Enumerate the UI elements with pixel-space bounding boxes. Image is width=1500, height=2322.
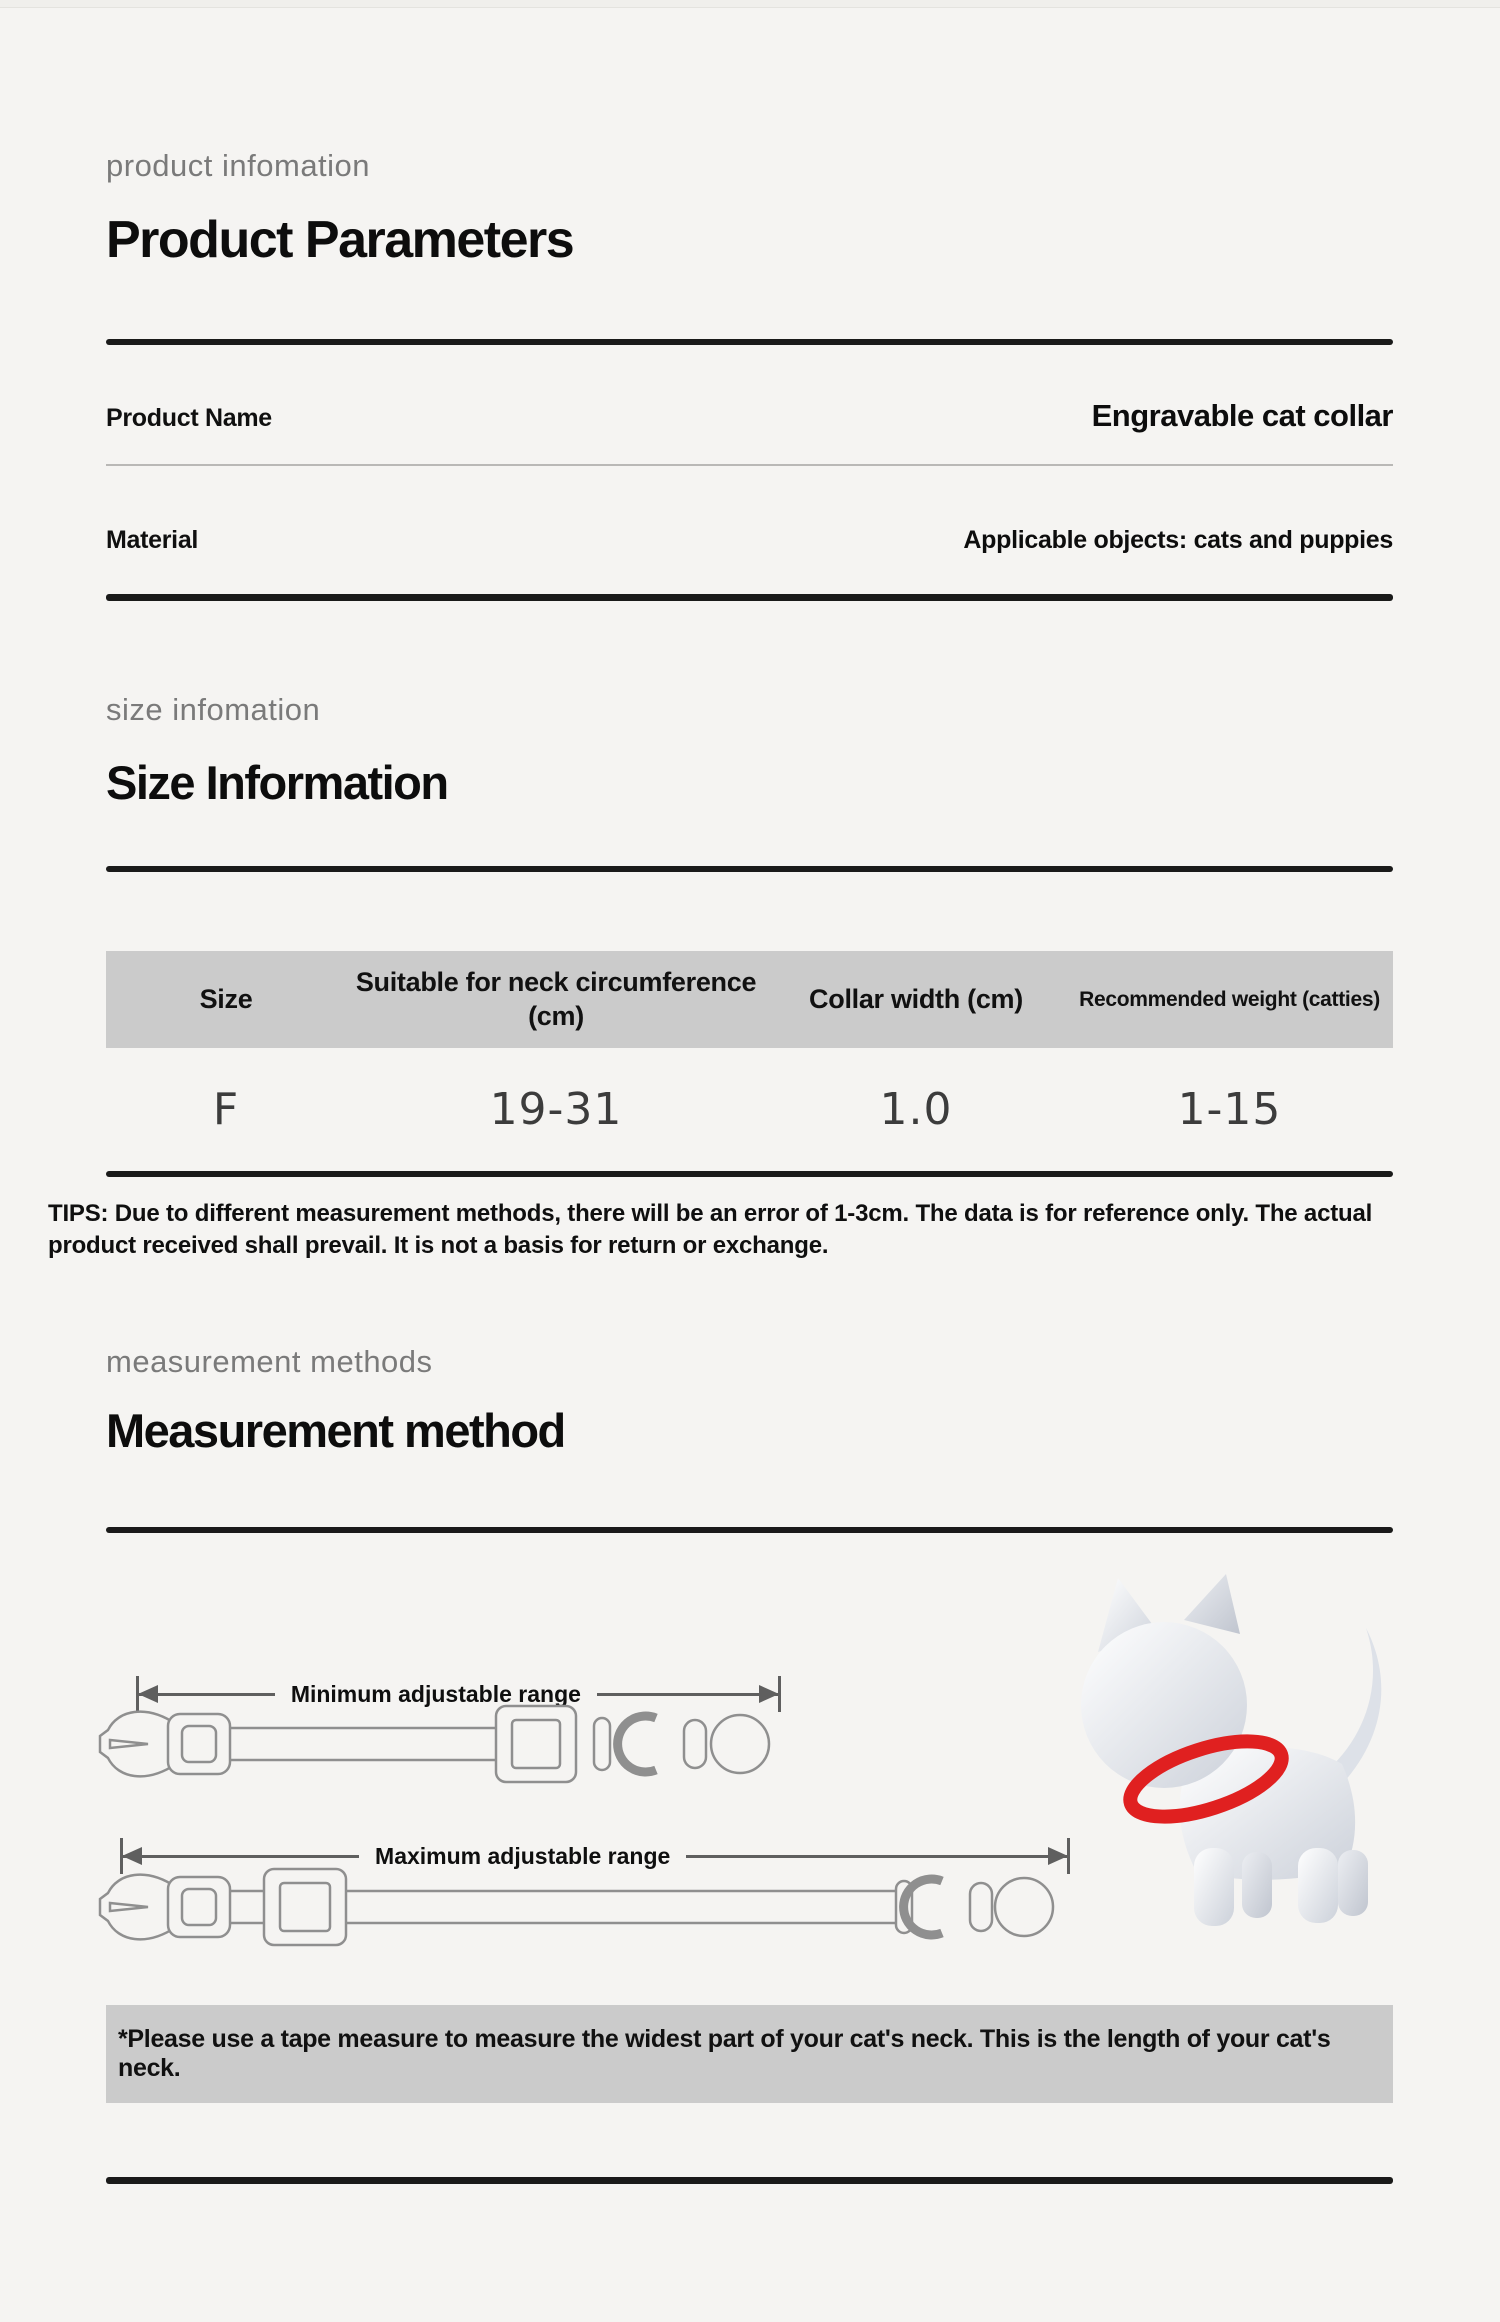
size-table-header — [106, 951, 1393, 1048]
width-value: 1.0 — [879, 1084, 953, 1135]
min-range-label: Minimum adjustable range — [290, 1680, 581, 1707]
measurement-note-text: *Please use a tape measure to measure the widest part of your cat's neck. This is the length of your cat's neck. — [118, 2025, 1331, 2082]
size-table-header-weight: Recommended weight (catties) — [1079, 987, 1380, 1011]
product-name-value: Engravable cat collar — [1091, 398, 1393, 433]
size-table-header-circumference: Suitable for neck circumference (cm) — [355, 966, 757, 1031]
divider-thin — [106, 464, 1393, 466]
divider — [106, 594, 1393, 601]
size-section-title: Size Information — [106, 756, 448, 809]
size-table-header-size: Size — [199, 983, 253, 1014]
measurement-diagram — [106, 1552, 1393, 1997]
product-section-title: Product Parameters — [106, 211, 574, 269]
divider — [106, 1171, 1393, 1177]
material-label: Material — [106, 526, 199, 554]
circumference-value: 19-31 — [489, 1084, 623, 1135]
cat-image — [1046, 1570, 1418, 1930]
weight-value: 1-15 — [1177, 1084, 1282, 1135]
measurement-section-title: Measurement method — [106, 1404, 565, 1457]
size-table-row — [106, 1048, 1393, 1171]
collar-min-diagram — [96, 1694, 776, 1794]
product-name-row — [106, 398, 1393, 434]
material-row — [106, 526, 1393, 555]
size-section-eyebrow: size infomation — [106, 692, 321, 727]
measurement-section-eyebrow: measurement methods — [106, 1344, 433, 1379]
size-value: F — [212, 1084, 240, 1135]
top-edge-strip — [0, 0, 1500, 8]
size-tips-text: TIPS: Due to different measurement methods, there will be an error of 1-3cm. The data is for reference only. The actual product received shall prevail. It is not a basis for return or exchange. — [48, 1200, 1373, 1259]
max-range-label: Maximum adjustable range — [375, 1842, 671, 1869]
material-value: Applicable objects: cats and puppies — [963, 526, 1393, 554]
measurement-note-box — [106, 2005, 1393, 2103]
product-name-label: Product Name — [106, 404, 272, 432]
divider — [106, 339, 1393, 345]
divider — [106, 866, 1393, 872]
size-table-header-width: Collar width (cm) — [809, 983, 1023, 1014]
divider — [106, 2177, 1393, 2184]
divider — [106, 1527, 1393, 1533]
product-section-eyebrow: product infomation — [106, 148, 371, 183]
collar-max-diagram — [96, 1857, 1061, 1957]
